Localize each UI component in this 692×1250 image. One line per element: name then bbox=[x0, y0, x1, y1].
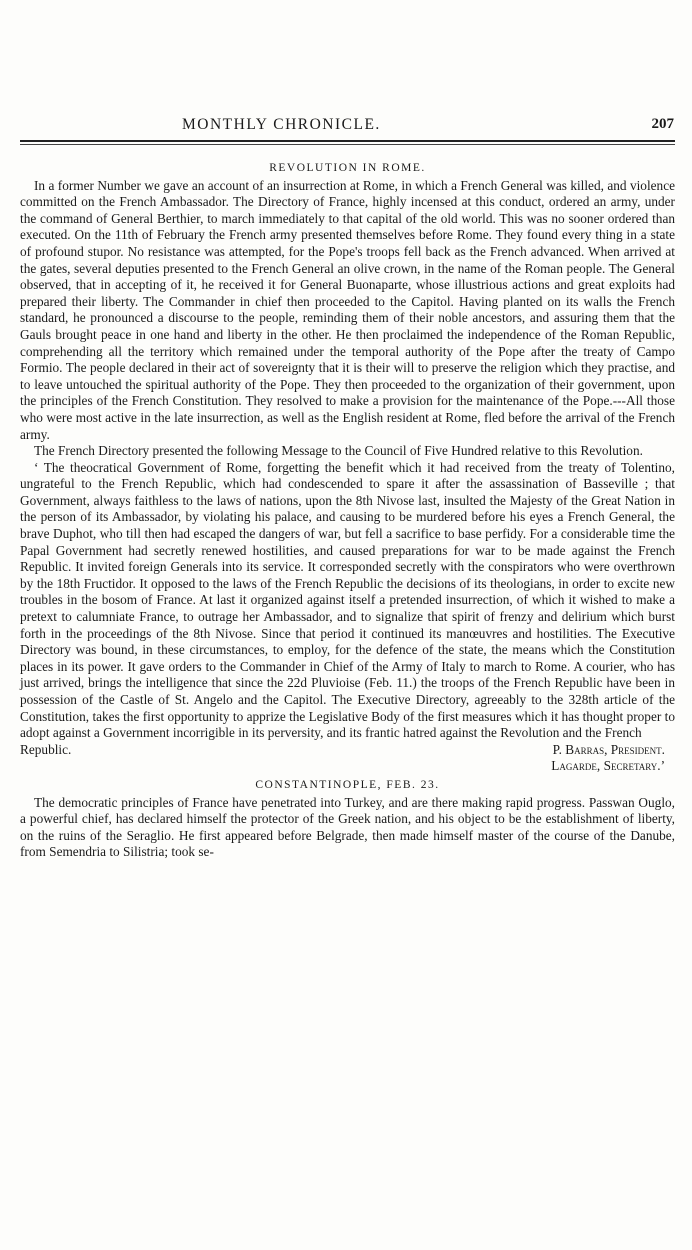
paragraph-rome-report: In a former Number we gave an account of an insurrection at Rome, in which a French General was killed, and violence committed on the French Ambassador. The Directory of France, highly incensed at this conduct, ordered an army, under the command of General Berthier, to march immediately to that capital of the old world. This was no sooner ordered than executed. On the 11th of February the French army presented themselves before Rome. They found every thing in a state of profound stupor. No resistance was attempted, for the Pope's troops fell back as the French advanced. When arrived at the gates, several deputies presented to the French General an olive crown, in the name of the Roman people. The General observed, that in accepting of it, he received it for General Buonaparte, whose illustrious actions and great exploits had prepared their liberty. The Commander in chief then proceeded to the Capitol. Having planted on its walls the French standard, he pronounced a discourse to the people, reminding them of their noble ancestors, and assuring them that the Gauls brought peace in one hand and liberty in the other. He then proclaimed the independence of the Roman Republic, comprehending all the territory which remained under the temporal authority of the Pope after the treaty of Campo Formio. The people declared in their act of sovereignty that it is their will to preserve the religion which they practise, and to leave untouched the spiritual authority of the Pope. They then proceeded to the organization of their government, upon the principles of the French Constitution. They resolved to make a provision for the maintenance of the Pope.---All those who were most active in the late insurrection, as well as the English resident at Rome, fled before the arrival of the French army. bbox=[20, 177, 675, 442]
running-head bbox=[0, 116, 692, 138]
paragraph-directory-message: ‘ The theocratical Government of Rome, forgetting the benefit which it had received from the treaty of Tolentino, ungrateful to the French Republic, which had condescended to spare it after the assassination of Basseville ; that Government, always faithless to the laws of nations, upon the 8th Nivose last, insulted the Majesty of the Great Nation in the person of its Ambassador, by violating his palace, and causing to be murdered before his eyes a French General, the brave Duphot, who till then had escaped the dangers of war, but fell a sacrifice to base perfidy. For a considerable time the Papal Government had secretly renewed hostilities, and caused preparations for war to be made against the French Republic. It invited foreign Generals into its service. It corresponded secretly with the conspirators who were overthrown by the 18th Fructidor. It opposed to the laws of the French Republic the decisions of its theologians, in order to excite new troubles in the bosom of France. At last it organized against itself a pretended insurrection, of which it wished to make a pretext to calumniate France, to outrage her Ambassador, and to signalize that spirit of frenzy and delirium which burst forth in the proceedings of the 8th Nivose. Since that period it continued its manœuvres and hostilities. The Executive Directory was bound, in these circumstances, to employ, for the defence of the state, the means which the Constitution places in its power. It gave orders to the Commander in Chief of the Army of Italy to march to Rome. A courier, who has just arrived, brings the intelligence that since the 22d Pluvioise (Feb. 11.) the troops of the French Republic have been in possession of the Castle of St. Angelo and the Capitol. The Executive Directory, agreeably to the 328th article of the Constitution, takes the first opportunity to apprize the Legislative Body of the first measures which it has thought proper to adopt against a Government incorrigible in its perversity, and its frantic hatred against the Revolution and the French bbox=[20, 459, 675, 741]
header-rule-thin bbox=[20, 144, 675, 145]
paragraph-constantinople: The democratic principles of France have penetrated into Turkey, and are there making rapid progress. Passwan Ouglo, a powerful chief, has declared himself the protector of the Greek nation, and his object to be the establishment of liberty, on the ruins of the Seraglio. He first appeared before Belgrade, then made himself master of the course of the Danube, from Semendria to Silistria; took se- bbox=[20, 794, 675, 860]
section-heading-constantinople: CONSTANTINOPLE, FEB. 23. bbox=[255, 778, 440, 791]
closing-word: Republic. bbox=[20, 741, 72, 757]
section-heading-rome: REVOLUTION IN ROME. bbox=[269, 162, 426, 174]
page-number: 207 bbox=[651, 116, 674, 132]
header-rule-thick bbox=[20, 140, 675, 142]
running-title: MONTHLY CHRONICLE. bbox=[182, 116, 381, 133]
article-body bbox=[20, 160, 675, 861]
paragraph-directory-message-intro: The French Directory presented the following Message to the Council of Five Hundred relative to this Revolution. bbox=[34, 443, 643, 459]
signer-president: P. Barras, President. bbox=[552, 741, 665, 757]
signature-row bbox=[20, 742, 675, 759]
signer-secretary: Lagarde, Secretary.’ bbox=[551, 758, 665, 774]
